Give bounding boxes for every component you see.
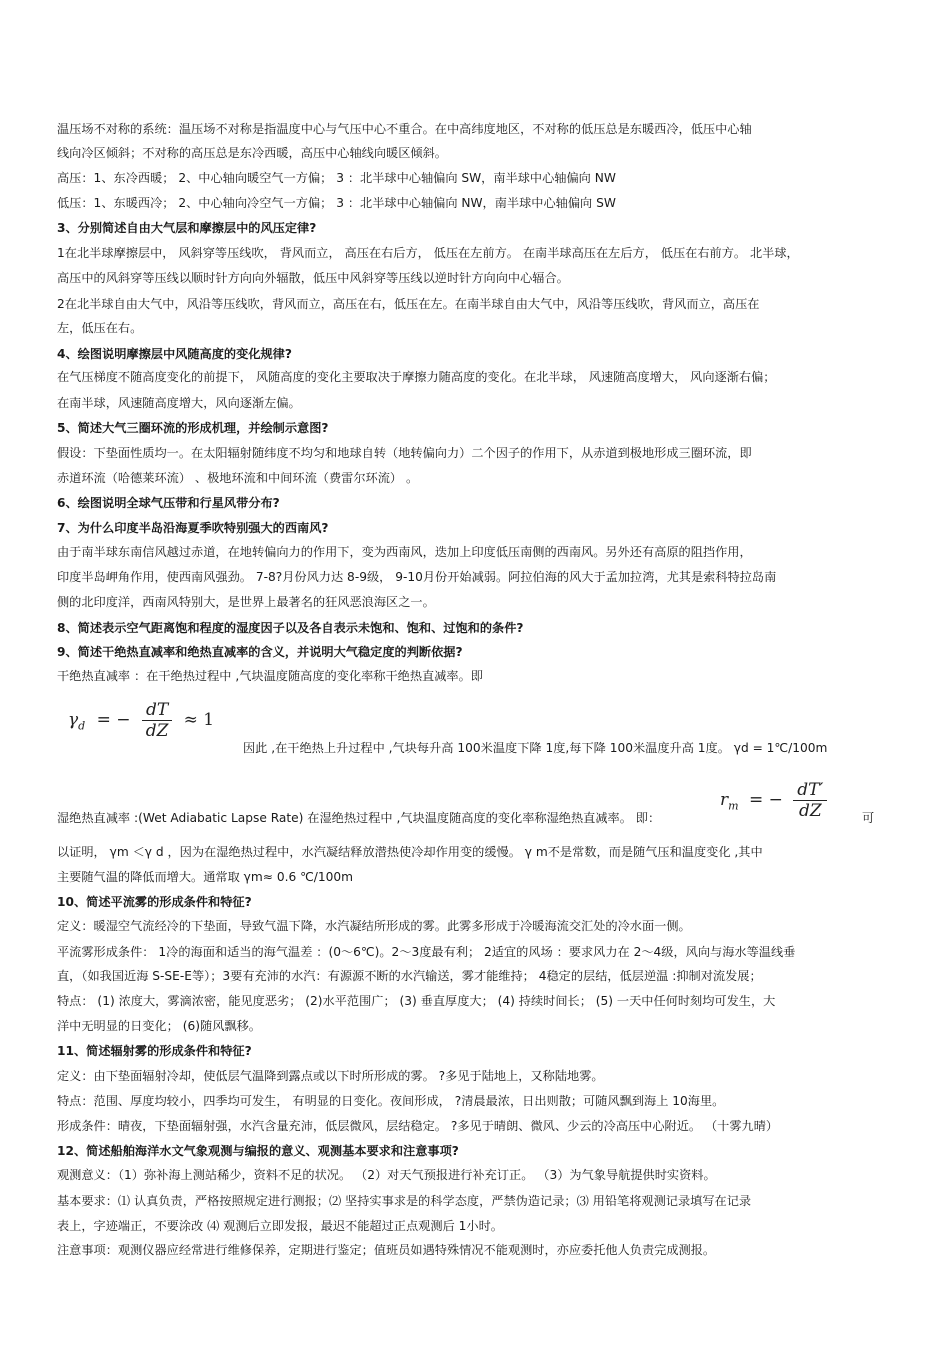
text-line: 以证明， γm ＜γ d ，因为在湿绝热过程中，水汽凝结释放潜热使冷却作用变的缓慢。 γ m不是常数，而是随气压和温度变化 ,其中	[57, 845, 763, 859]
text-line: 观测意义：（1）弥补海上测站稀少，资料不足的状况。 （2）对天气预报进行补充订正。 （3）为气象导航提供时实资料。	[57, 1168, 716, 1182]
text-line: 假设：下垫面性质均一。在太阳辐射随纬度不均匀和地球自转（地转偏向力）二个因子的作用下，从赤道到极地形成三圈环流，即	[57, 446, 752, 460]
text-line: 高压：1、东冷西暖； 2、中心轴向暖空气一方偏； 3 ：北半球中心轴偏向 SW，南半球中心轴偏向 NW	[57, 171, 616, 185]
text-line: 可	[862, 811, 875, 825]
text-line: 干绝热直减率 ：在干绝热过程中 ,气块温度随高度的变化率称干绝热直减率。即	[57, 669, 483, 683]
text-line: 赤道环流（哈德莱环流） 、极地环流和中间环流（费雷尔环流） 。	[57, 471, 419, 485]
text-line: 表上，字迹端正，不要涂改 ⑷ 观测后立即发报，最迟不能超过正点观测后 1小时。	[57, 1219, 503, 1233]
question-heading: 7、为什么印度半岛沿海夏季吹特别强大的西南风?	[57, 521, 329, 535]
text-line: 洋中无明显的日变化； (6)随风飘移。	[57, 1019, 261, 1033]
text-line: 形成条件：晴夜，下垫面辐射强，水汽含量充沛，低层微风，层结稳定。 ?多见于晴朗、微风、少云的冷高压中心附近。 （十雾九晴）	[57, 1119, 779, 1133]
question-heading: 12、简述船舶海洋水文气象观测与编报的意义、观测基本要求和注意事项?	[57, 1144, 459, 1158]
formula-dry-lapse-rate: $\gamma_d$ = − $\frac{dT}{dZ}$ ≈ 1	[68, 700, 215, 741]
text-line: 侧的北印度洋，西南风特别大，是世界上最著名的狂风恶浪海区之一。	[57, 595, 435, 609]
text-line: 定义：由下垫面辐射冷却，使低层气温降到露点或以下时所形成的雾。 ?多见于陆地上，又称陆地雾。	[57, 1069, 604, 1083]
text-line: 左，低压在右。	[57, 321, 143, 335]
text-line: 2在北半球自由大气中，风沿等压线吹，背风而立，高压在右，低压在左。在南半球自由大气中，风沿等压线吹，背风而立，高压在	[57, 297, 760, 311]
question-heading: 8、简述表示空气距离饱和程度的湿度因子以及各自表示未饱和、饱和、过饱和的条件?	[57, 621, 524, 635]
question-heading: 3、分别简述自由大气层和摩擦层中的风压定律?	[57, 221, 317, 235]
text-line: 平流雾形成条件： 1冷的海面和适当的海气温差 ：(0～6℃)。2～3度最有利； 2适宜的风场 ：要求风力在 2～4级，风向与海水等温线垂	[57, 945, 796, 959]
text-line: 湿绝热直减率 :(Wet Adiabatic Lapse Rate) 在湿绝热过程中 ,气块温度随高度的变化率称湿绝热直减率。 即：	[57, 811, 661, 825]
text-line: 1在北半球摩擦层中， 风斜穿等压线吹， 背风而立， 高压在右后方， 低压在左前方。 在南半球高压在左后方， 低压在右前方。 北半球，	[57, 246, 799, 260]
text-line: 温压场不对称的系统：温压场不对称是指温度中心与气压中心不重合。在中高纬度地区，不对称的低压总是东暖西冷，低压中心轴	[57, 122, 752, 136]
text-line: 特点：范围、厚度均较小，四季均可发生， 有明显的日变化。夜间形成， ?清晨最浓，日出则散；可随风飘到海上 10海里。	[57, 1094, 725, 1108]
formula-wet-lapse-rate: $r_m$ = − $\frac{dT'}{dZ}$	[720, 780, 827, 821]
text-line: 基本要求：⑴ 认真负责，严格按照规定进行测报；⑵ 坚持实事求是的科学态度，严禁伪造记录；⑶ 用铅笔将观测记录填写在记录	[57, 1194, 752, 1208]
text-line: 线向冷区倾斜；不对称的高压总是东冷西暖，高压中心轴线向暖区倾斜。	[57, 146, 447, 160]
text-line: 在南半球，风速随高度增大，风向逐渐左偏。	[57, 396, 301, 410]
text-line: 高压中的风斜穿等压线以顺时针方向向外辐散，低压中风斜穿等压线以逆时针方向向中心辐合。	[57, 271, 569, 285]
text-line: 因此 ,在干绝热上升过程中 ,气块每升高 100米温度下降 1度,每下降 100米温度升高 1度。 γd = 1℃/100m	[243, 741, 828, 755]
text-line: 定义：暖湿空气流经冷的下垫面，导致气温下降，水汽凝结所形成的雾。此雾多形成于冷暖海流交汇处的冷水面一侧。	[57, 919, 691, 933]
question-heading: 5、简述大气三圈环流的形成机理，并绘制示意图?	[57, 421, 329, 435]
text-line: 注意事项：观测仪器应经常进行维修保养，定期进行鉴定；值班员如遇特殊情况不能观测时，亦应委托他人负责完成测报。	[57, 1243, 716, 1257]
question-heading: 4、绘图说明摩擦层中风随高度的变化规律?	[57, 347, 292, 361]
question-heading: 10、简述平流雾的形成条件和特征?	[57, 895, 252, 909]
text-line: 特点： (1) 浓度大，雾滴浓密，能见度恶劣； (2)水平范围广； (3) 垂直厚度大； (4) 持续时间长； (5) 一天中任何时刻均可发生，大	[57, 994, 776, 1008]
question-heading: 6、绘图说明全球气压带和行星风带分布?	[57, 496, 280, 510]
text-line: 低压：1、东暖西冷； 2、中心轴向冷空气一方偏； 3 ：北半球中心轴偏向 NW，南半球中心轴偏向 SW	[57, 196, 616, 210]
text-line: 直，（如我国近海 S-SE-E等）；3要有充沛的水汽：有源源不断的水汽输送，雾才能维持； 4稳定的层结，低层逆温 :抑制对流发展；	[57, 969, 762, 983]
text-line: 主要随气温的降低而增大。通常取 γm≈ 0.6 ℃/100m	[57, 870, 354, 884]
text-line: 印度半岛岬角作用，使西南风强劲。 7-8?月份风力达 8-9级， 9-10月份开始减弱。阿拉伯海的风大于孟加拉湾，尤其是索科特拉岛南	[57, 570, 777, 584]
question-heading: 11、简述辐射雾的形成条件和特征?	[57, 1044, 252, 1058]
text-line: 由于南半球东南信风越过赤道，在地转偏向力的作用下，变为西南风，迭加上印度低压南侧的西南风。另外还有高原的阻挡作用，	[57, 545, 752, 559]
question-heading: 9、简述干绝热直减率和绝热直减率的含义，并说明大气稳定度的判断依据?	[57, 645, 463, 659]
text-line: 在气压梯度不随高度变化的前提下， 风随高度的变化主要取决于摩擦力随高度的变化。在北半球， 风速随高度增大， 风向逐渐右偏；	[57, 370, 776, 384]
